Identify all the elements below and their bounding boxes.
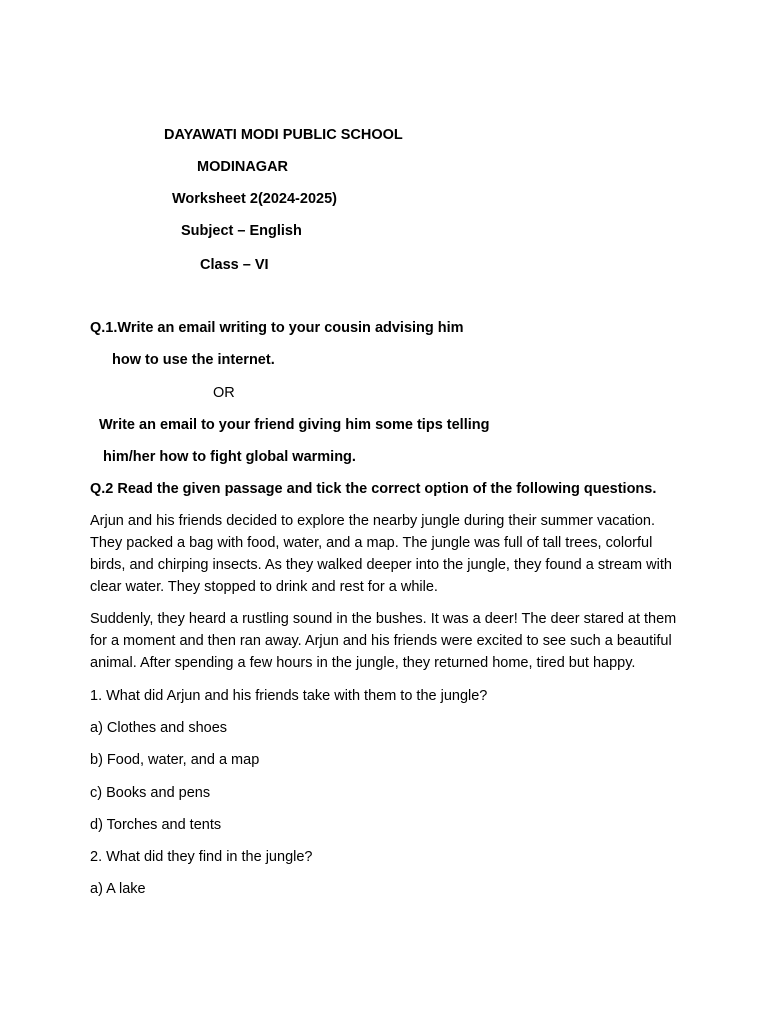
q1-line-1: Q.1.Write an email writing to your cousin advising him bbox=[90, 320, 464, 336]
class-label: Class – VI bbox=[200, 257, 269, 273]
passage-paragraph-1: Arjun and his friends decided to explore the nearby jungle during their summer vacation. They packed a bag with food, water, and a map. The jungle was full of tall trees, colorful birds, and chirping insects. As they walked deeper into the jungle, they found a stream with clear water. They stopped to drink and rest for a while. bbox=[90, 513, 672, 595]
q1-alt-line-1: Write an email to your friend giving him some tips telling bbox=[99, 417, 490, 433]
school-city: MODINAGAR bbox=[197, 159, 289, 175]
question-2-text: 2. What did they find in the jungle? bbox=[90, 849, 313, 865]
question-2-option-a: a) A lake bbox=[90, 881, 146, 897]
school-name: DAYAWATI MODI PUBLIC SCHOOL bbox=[164, 127, 403, 143]
passage-paragraph-2: Suddenly, they heard a rustling sound in the bushes. It was a deer! The deer stared at them for a moment and then ran away. Arjun and his friends were excited to see such a beautiful animal. After spending a few hours in the jungle, they returned home, tired but happy. bbox=[90, 611, 677, 671]
question-1-option-c: c) Books and pens bbox=[90, 785, 211, 801]
q2-heading: Q.2 Read the given passage and tick the correct option of the following questions. bbox=[90, 481, 657, 497]
question-1-option-d: d) Torches and tents bbox=[90, 817, 222, 833]
question-1-text: 1. What did Arjun and his friends take with them to the jungle? bbox=[90, 688, 488, 704]
question-1-option-a: a) Clothes and shoes bbox=[90, 720, 228, 736]
q1-line-2: how to use the internet. bbox=[112, 352, 275, 368]
q1-alt-line-2: him/her how to fight global warming. bbox=[103, 449, 356, 465]
worksheet-title: Worksheet 2(2024-2025) bbox=[172, 191, 337, 207]
question-1-option-b: b) Food, water, and a map bbox=[90, 752, 260, 768]
q1-or-divider: OR bbox=[213, 385, 235, 401]
subject-label: Subject – English bbox=[181, 223, 302, 239]
